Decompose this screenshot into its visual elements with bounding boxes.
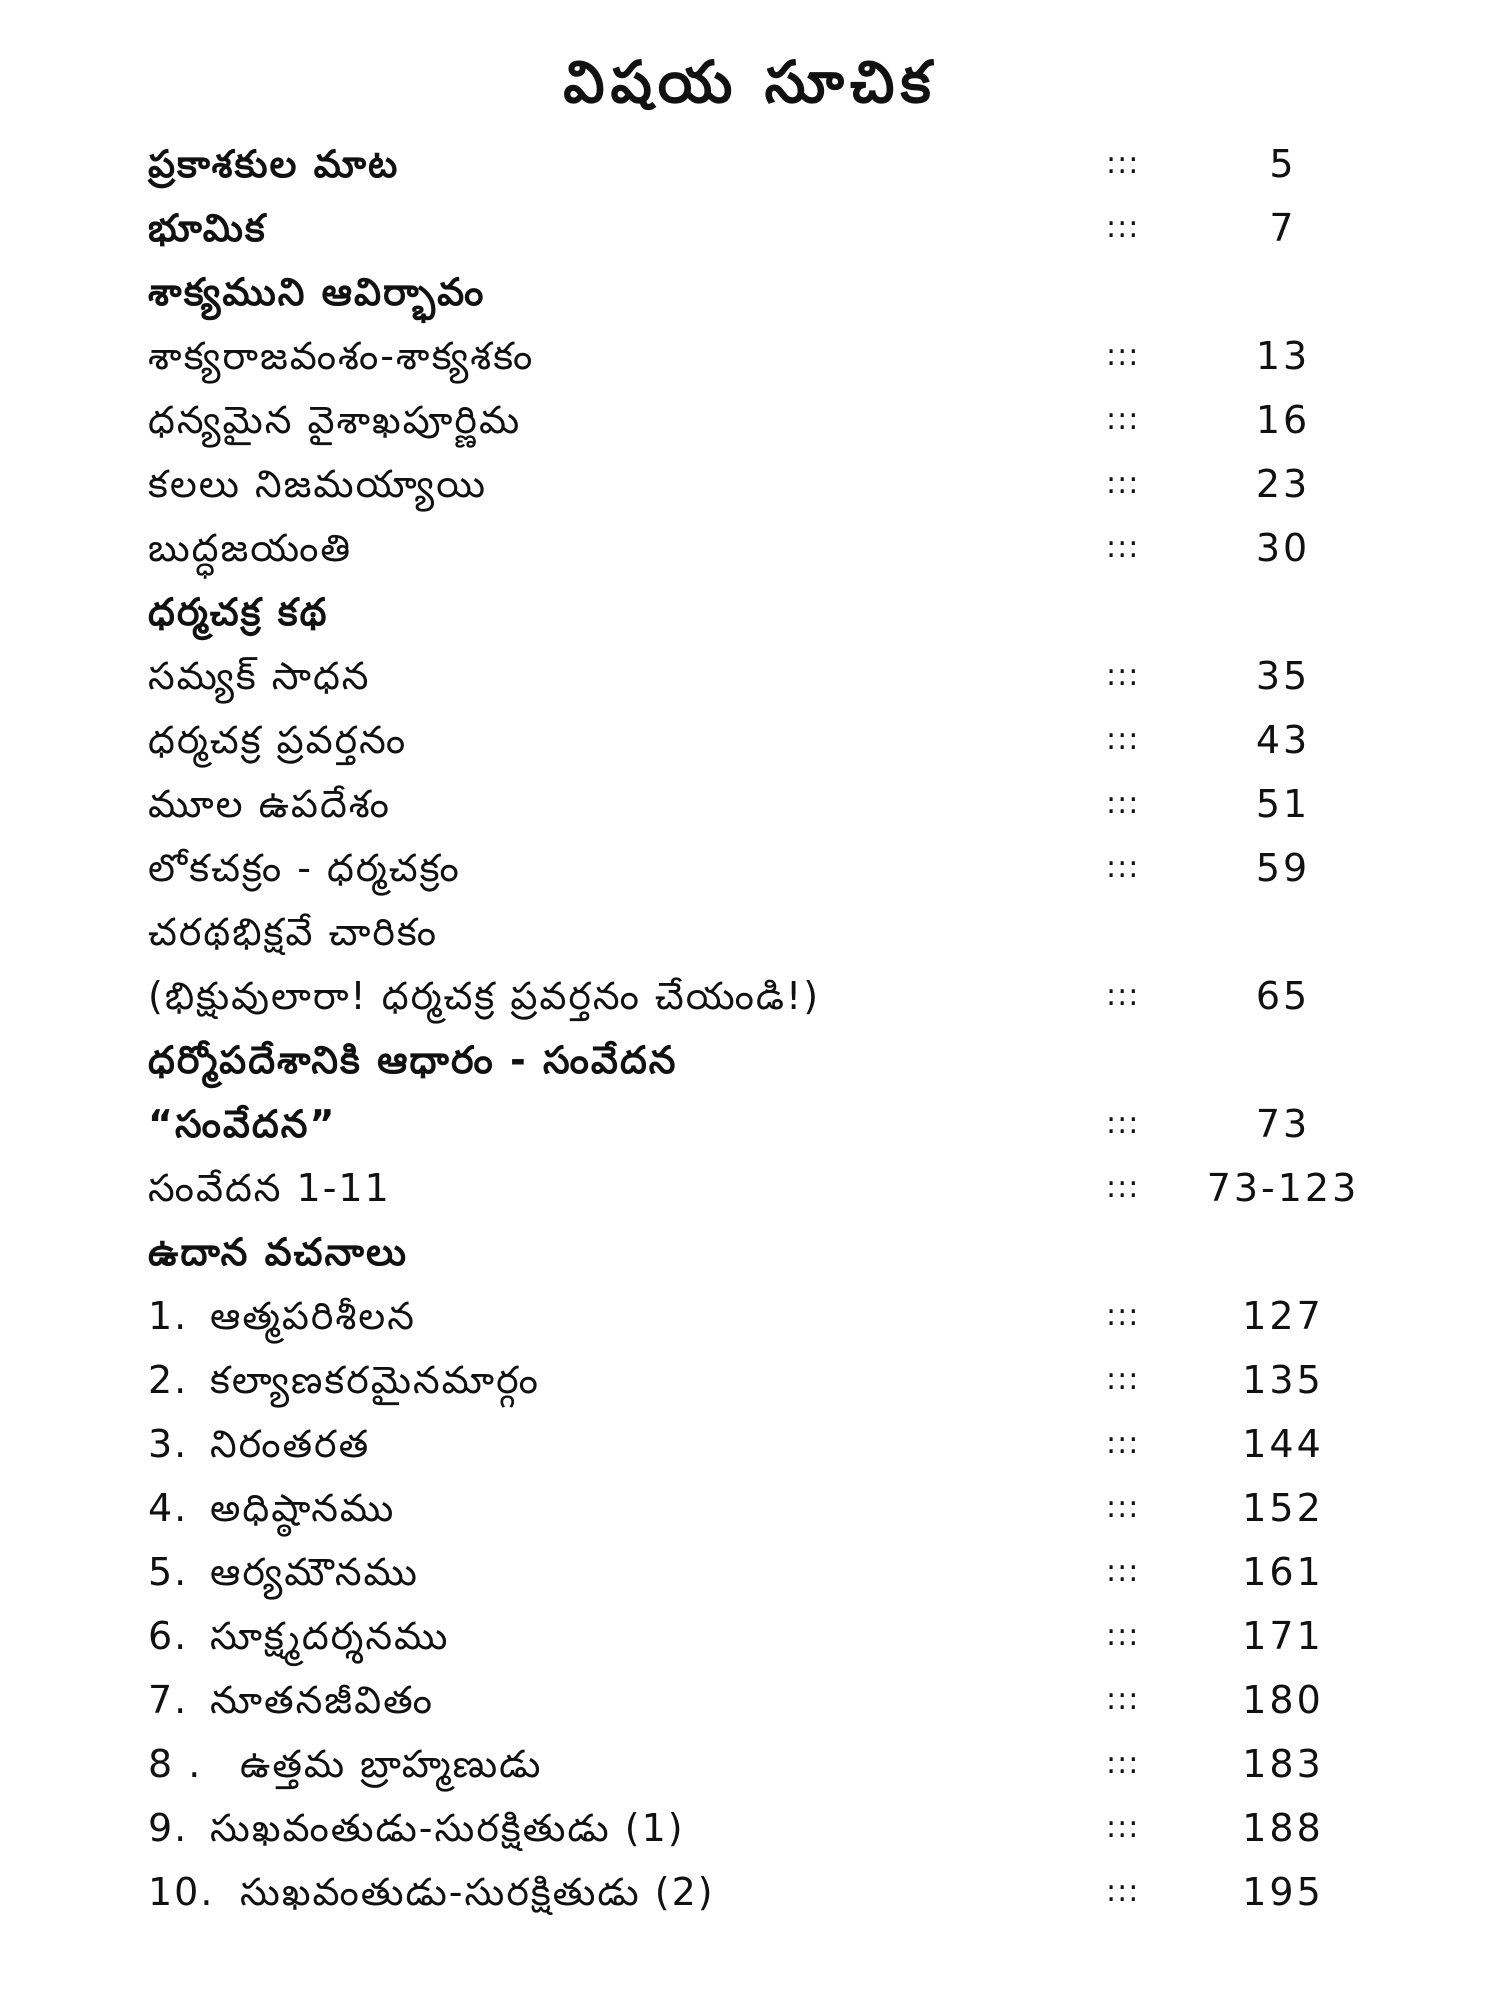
toc-section-heading bbox=[148, 580, 1398, 644]
toc-page-number: 30 bbox=[1255, 526, 1311, 570]
toc-page-number: 188 bbox=[1242, 1806, 1324, 1850]
toc-page-number: 23 bbox=[1255, 462, 1311, 506]
toc-entry-label bbox=[148, 1732, 542, 1796]
toc-page-number: 59 bbox=[1255, 846, 1311, 890]
toc-entry bbox=[148, 772, 1398, 836]
toc-entry-text: లోకచక్రం - ధర్మచక్రం bbox=[148, 846, 461, 890]
toc-entry-label bbox=[148, 644, 370, 708]
toc-entry bbox=[148, 1156, 1398, 1220]
toc-entry-label bbox=[148, 260, 485, 324]
toc-entry-text: బుద్ధజయంతి bbox=[148, 526, 353, 570]
toc-separator: ::: bbox=[1106, 402, 1140, 437]
toc-entry-number: 8 . bbox=[148, 1742, 203, 1786]
toc-entry-number: 9. bbox=[148, 1806, 189, 1850]
toc-entry-label bbox=[148, 900, 438, 964]
toc-entry-text: మూల ఉపదేశం bbox=[148, 782, 391, 826]
toc-page-number: 195 bbox=[1242, 1870, 1324, 1914]
toc-separator: ::: bbox=[1106, 978, 1140, 1013]
toc-entry-text: ఆర్యమౌనము bbox=[210, 1550, 419, 1594]
toc-page-number: 73 bbox=[1255, 1102, 1311, 1146]
toc-entry-label bbox=[148, 836, 461, 900]
toc-page-number: 180 bbox=[1242, 1678, 1324, 1722]
toc-entry-text: నూతనజీవితం bbox=[210, 1678, 434, 1722]
toc-separator: ::: bbox=[1106, 466, 1140, 501]
toc-entry-text: సుఖవంతుడు-సురక్షితుడు (1) bbox=[210, 1806, 685, 1850]
toc-entry-text: సూక్ష్మదర్శనము bbox=[210, 1614, 450, 1658]
toc-entry-text: సమ్యక్ సాధన bbox=[148, 654, 371, 698]
toc-page-number: 127 bbox=[1242, 1294, 1324, 1338]
toc-entry-label bbox=[148, 1604, 449, 1668]
toc-entry-label bbox=[148, 1860, 715, 1924]
toc-section-heading bbox=[148, 1028, 1398, 1092]
toc-separator: ::: bbox=[1106, 1298, 1140, 1333]
toc-entry-label bbox=[148, 1796, 685, 1860]
toc-entry bbox=[148, 644, 1398, 708]
toc-separator: ::: bbox=[1106, 1554, 1140, 1589]
toc-entry-text: శాక్యముని ఆవిర్భావం bbox=[148, 270, 486, 314]
toc-entry-label bbox=[148, 388, 521, 452]
toc-page-number: 16 bbox=[1255, 398, 1311, 442]
toc-entry-text: చరథభిక్షవే చారికం bbox=[148, 910, 439, 954]
toc-entry-label bbox=[148, 516, 352, 580]
toc-entry-label bbox=[148, 708, 407, 772]
toc-entry bbox=[148, 1604, 1398, 1668]
toc-entry-text: సంవేదన 1-11 bbox=[148, 1166, 391, 1210]
toc-entry-text: ఉదాన వచనాలు bbox=[148, 1230, 409, 1274]
toc-section-heading bbox=[148, 196, 1398, 260]
toc-page-number: 135 bbox=[1242, 1358, 1324, 1402]
toc-entry bbox=[148, 900, 1398, 964]
toc-separator: ::: bbox=[1106, 1618, 1140, 1653]
toc-separator: ::: bbox=[1106, 1362, 1140, 1397]
toc-page-number: 171 bbox=[1242, 1614, 1324, 1658]
toc-entry-text: శాక్యరాజవంశం-శాక్యశకం bbox=[148, 334, 535, 378]
toc-separator: ::: bbox=[1106, 1490, 1140, 1525]
toc-entry-text: సుఖవంతుడు-సురక్షితుడు (2) bbox=[240, 1870, 715, 1914]
toc-entry-number: 10. bbox=[148, 1870, 215, 1914]
toc-separator: ::: bbox=[1106, 1810, 1140, 1845]
toc-entry bbox=[148, 1860, 1398, 1924]
toc-separator: ::: bbox=[1106, 1106, 1140, 1141]
toc-page-number: 13 bbox=[1255, 334, 1311, 378]
toc-entry-text: భూమిక bbox=[148, 206, 267, 250]
toc-separator: ::: bbox=[1106, 1170, 1140, 1205]
toc-entry-number: 1. bbox=[148, 1294, 189, 1338]
toc-separator: ::: bbox=[1106, 338, 1140, 373]
toc-entry-label bbox=[148, 1028, 677, 1092]
toc-entry-label bbox=[148, 196, 267, 260]
toc-entry-text: “సంవేదన” bbox=[148, 1102, 337, 1146]
toc-entry-label bbox=[148, 132, 399, 196]
toc-entry-text: ధర్మోపదేశానికి ఆధారం - సంవేదన bbox=[148, 1038, 678, 1082]
toc-section-heading bbox=[148, 132, 1398, 196]
toc-entry-label bbox=[148, 1348, 540, 1412]
toc-entry-text: ధర్మచక్ర కథ bbox=[148, 590, 329, 634]
toc-entry-text: కలలు నిజమయ్యాయి bbox=[148, 462, 487, 506]
toc-entry-text: ప్రకాశకుల మాట bbox=[148, 142, 400, 186]
toc-entry-label bbox=[148, 1668, 434, 1732]
toc-entry bbox=[148, 324, 1398, 388]
toc-entry-text: ఆత్మపరిశీలన bbox=[210, 1294, 416, 1338]
toc-page-number: 161 bbox=[1242, 1550, 1324, 1594]
toc-separator: ::: bbox=[1106, 850, 1140, 885]
toc-page-number: 144 bbox=[1242, 1422, 1324, 1466]
toc-entry-text: ధన్యమైన వైశాఖపూర్ణిమ bbox=[148, 398, 522, 442]
toc-separator: ::: bbox=[1106, 786, 1140, 821]
toc-separator: ::: bbox=[1106, 530, 1140, 565]
toc-section-heading bbox=[148, 260, 1398, 324]
toc-page-number: 73-123 bbox=[1206, 1166, 1360, 1210]
toc-page-number: 35 bbox=[1255, 654, 1311, 698]
toc-entry-number: 7. bbox=[148, 1678, 189, 1722]
toc-entry bbox=[148, 836, 1398, 900]
toc-entry bbox=[148, 1732, 1398, 1796]
toc-entry-label bbox=[148, 452, 487, 516]
toc-entry bbox=[148, 388, 1398, 452]
toc-entry-text: (భిక్షువులారా! ధర్మచక్ర ప్రవర్తనం చేయండి!) bbox=[148, 974, 821, 1018]
toc-entry bbox=[148, 1348, 1398, 1412]
toc-page-number: 51 bbox=[1255, 782, 1311, 826]
page-title: విషయ సూచిక bbox=[563, 48, 937, 116]
toc-separator: ::: bbox=[1106, 1682, 1140, 1717]
toc-entry bbox=[148, 1284, 1398, 1348]
toc-entry-label bbox=[148, 1284, 416, 1348]
toc-entry-number: 6. bbox=[148, 1614, 189, 1658]
toc-entry bbox=[148, 1540, 1398, 1604]
toc-entry bbox=[148, 964, 1398, 1028]
toc-entry-text: నిరంతరత bbox=[210, 1422, 371, 1466]
toc-entry-number: 4. bbox=[148, 1486, 189, 1530]
toc-separator: ::: bbox=[1106, 1746, 1140, 1781]
toc-entry-label bbox=[148, 1220, 408, 1284]
toc-entry-label bbox=[148, 1092, 336, 1156]
toc-page-number: 183 bbox=[1242, 1742, 1324, 1786]
toc-entry-label bbox=[148, 1476, 395, 1540]
toc-entry bbox=[148, 1796, 1398, 1860]
toc-separator: ::: bbox=[1106, 1874, 1140, 1909]
toc-entry-text: అధిష్ఠానము bbox=[210, 1486, 396, 1530]
toc-entry bbox=[148, 1476, 1398, 1540]
toc-separator: ::: bbox=[1106, 210, 1140, 245]
toc-separator: ::: bbox=[1106, 1426, 1140, 1461]
toc-entry-number: 2. bbox=[148, 1358, 189, 1402]
toc-page-number: 152 bbox=[1242, 1486, 1324, 1530]
toc-entry-text: ధర్మచక్ర ప్రవర్తనం bbox=[148, 718, 408, 762]
toc-entry-label bbox=[148, 1156, 391, 1220]
toc-separator: ::: bbox=[1106, 722, 1140, 757]
toc-section-heading bbox=[148, 1092, 1398, 1156]
toc-separator: ::: bbox=[1106, 658, 1140, 693]
toc-entry-number: 3. bbox=[148, 1422, 189, 1466]
toc-entry-label bbox=[148, 1540, 419, 1604]
toc-entry-label bbox=[148, 772, 391, 836]
toc-entry-label bbox=[148, 1412, 370, 1476]
toc-separator: ::: bbox=[1106, 146, 1140, 181]
toc-entry-label bbox=[148, 580, 328, 644]
toc-page-number: 65 bbox=[1255, 974, 1311, 1018]
toc-page-number: 43 bbox=[1255, 718, 1311, 762]
toc-page-number: 5 bbox=[1269, 142, 1297, 186]
toc-entry bbox=[148, 516, 1398, 580]
toc-entry-label bbox=[148, 964, 820, 1028]
toc-entry-number: 5. bbox=[148, 1550, 189, 1594]
toc-section-heading bbox=[148, 1220, 1398, 1284]
toc-page-number: 7 bbox=[1269, 206, 1297, 250]
toc-entry-label bbox=[148, 324, 534, 388]
toc-entry-text: ఉత్తమ బ్రాహ్మణుడు bbox=[240, 1742, 543, 1786]
toc-entry bbox=[148, 452, 1398, 516]
toc-entry bbox=[148, 1412, 1398, 1476]
toc-entry bbox=[148, 708, 1398, 772]
toc-entry bbox=[148, 1668, 1398, 1732]
toc-entry-text: కల్యాణకరమైనమార్గం bbox=[210, 1358, 540, 1402]
table-of-contents bbox=[148, 132, 1398, 1924]
